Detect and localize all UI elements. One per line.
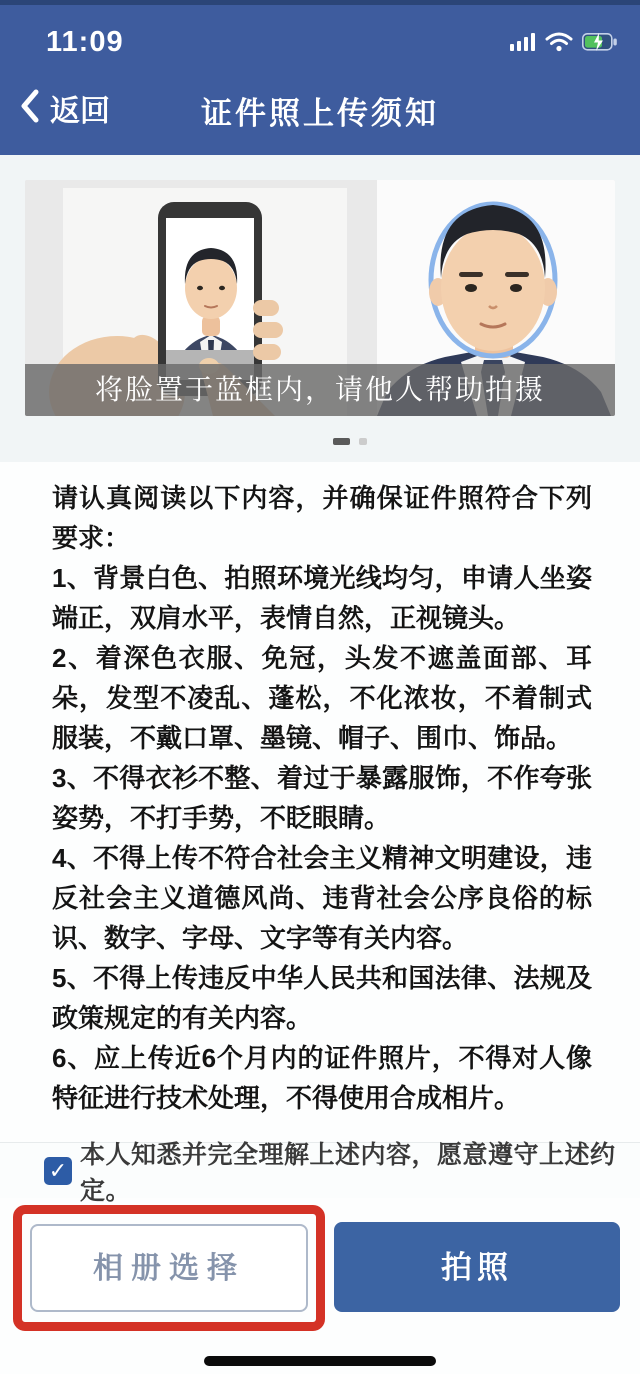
notice-intro: 请认真阅读以下内容，并确保证件照符合下列要求： <box>52 483 592 553</box>
home-indicator-bar[interactable] <box>204 1356 436 1366</box>
notice-item-5: 5、不得上传违反中华人民共和国法律、法规及政策规定的有关内容。 <box>52 963 592 1033</box>
notice-item-1: 1、背景白色、拍照环境光线均匀，申请人坐姿端正，双肩水平，表情自然，正视镜头。 <box>52 563 592 633</box>
agreement-row <box>0 1140 640 1205</box>
carousel-caption: 将脸置于蓝框内，请他人帮助拍摄 <box>25 364 615 416</box>
notice-text-block <box>52 478 592 1118</box>
notice-content <box>0 462 640 1374</box>
agreement-checkbox[interactable]: ✓ <box>44 1157 72 1185</box>
carousel-dot-active[interactable] <box>333 438 350 445</box>
carousel-slide <box>25 180 615 416</box>
top-bar <box>0 0 640 155</box>
wifi-icon <box>545 32 573 57</box>
battery-charging-icon <box>582 32 618 57</box>
status-time: 11:09 <box>46 26 124 58</box>
nav-bar <box>0 78 640 148</box>
cell-signal-icon <box>510 32 536 57</box>
notice-item-6: 6、应上传近6个月内的证件照片，不得对人像特征进行技术处理，不得使用合成相片。 <box>52 1043 592 1113</box>
take-photo-button[interactable]: 拍照 <box>334 1222 620 1312</box>
notice-item-2: 2、着深色衣服、免冠，头发不遮盖面部、耳朵，发型不凌乱、蓬松，不化浓妆，不着制式服装，不戴口罩、墨镜、帽子、围巾、饰品。 <box>52 643 592 753</box>
carousel-dot[interactable] <box>359 438 367 445</box>
back-button-label: 返回 <box>50 95 110 128</box>
page-title: 证件照上传须知 <box>201 96 439 131</box>
album-select-button[interactable]: 相册选择 <box>30 1224 308 1312</box>
carousel-dots <box>30 438 640 445</box>
agreement-label: 本人知悉并完全理解上述内容，愿意遵守上述约定。 <box>80 1140 616 1205</box>
status-icons <box>510 32 618 57</box>
screen-top-edge <box>0 0 640 5</box>
notice-item-3: 3、不得衣衫不整、着过于暴露服饰，不作夸张姿势，不打手势，不眨眼睛。 <box>52 763 592 833</box>
notice-item-4: 4、不得上传不符合社会主义精神文明建设，违反社会主义道德风尚、违背社会公序良俗的标识、数字、字母、文字等有关内容。 <box>52 843 592 953</box>
